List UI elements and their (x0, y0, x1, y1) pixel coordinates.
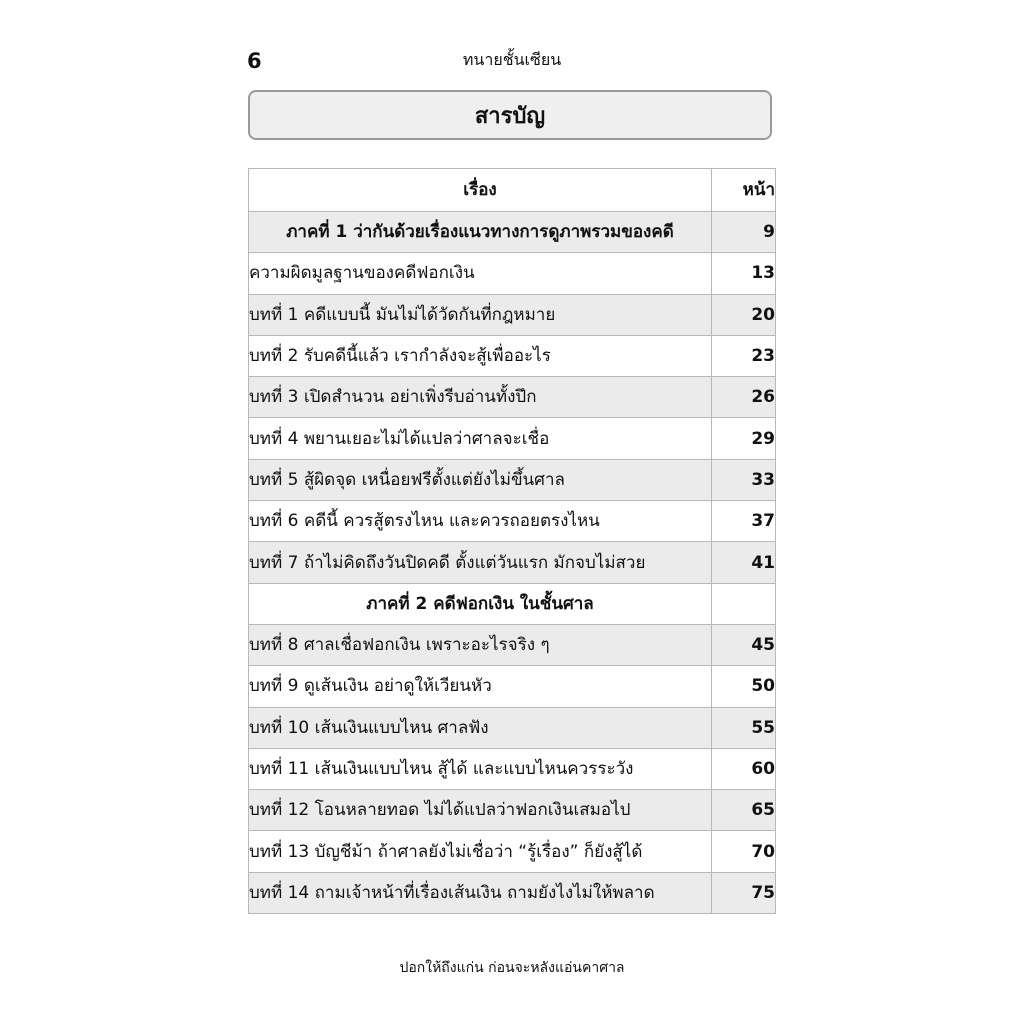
toc-row (249, 335, 776, 376)
toc-row (249, 624, 776, 665)
toc-part-title: ภาคที่ 2 คดีฟอกเงิน ในชั้นศาล (249, 583, 712, 624)
toc-page-number: 65 (712, 790, 776, 831)
toc-header-row (249, 169, 776, 212)
toc-row (249, 294, 776, 335)
toc-page-number: 55 (712, 707, 776, 748)
toc-entry-title: บทที่ 5 สู้ผิดจุด เหนื่อยฟรีตั้งแต่ยังไม่ขึ้นศาล (249, 459, 712, 500)
toc-page-number: 26 (712, 377, 776, 418)
toc-entry-title: บทที่ 9 ดูเส้นเงิน อย่าดูให้เวียนหัว (249, 666, 712, 707)
toc-page-number: 33 (712, 459, 776, 500)
toc-page-number: 60 (712, 748, 776, 789)
toc-row (249, 748, 776, 789)
toc-entry-title: บทที่ 10 เส้นเงินแบบไหน ศาลฟัง (249, 707, 712, 748)
toc-page-number: 50 (712, 666, 776, 707)
toc-row (249, 831, 776, 872)
toc-entry-title: บทที่ 11 เส้นเงินแบบไหน สู้ได้ และแบบไหนควรระวัง (249, 748, 712, 789)
toc-entry-title: บทที่ 2 รับคดีนี้แล้ว เรากำลังจะสู้เพื่ออะไร (249, 335, 712, 376)
col-page-header: หน้า (712, 169, 776, 212)
toc-row (249, 501, 776, 542)
toc-entry-title: บทที่ 12 โอนหลายทอด ไม่ได้แปลว่าฟอกเงินเสมอไป (249, 790, 712, 831)
toc-row (249, 872, 776, 913)
toc-page-number (712, 583, 776, 624)
toc-row (249, 542, 776, 583)
toc-entry-title: บทที่ 4 พยานเยอะไม่ได้แปลว่าศาลจะเชื่อ (249, 418, 712, 459)
toc-page-number: 75 (712, 872, 776, 913)
toc-row (249, 377, 776, 418)
toc-title-box (248, 90, 772, 140)
toc-entry-title: บทที่ 7 ถ้าไม่คิดถึงวันปิดคดี ตั้งแต่วันแรก มักจบไม่สวย (249, 542, 712, 583)
toc-entry-title: บทที่ 13 บัญชีม้า ถ้าศาลยังไม่เชื่อว่า “รู้เรื่อง” ก็ยังสู้ได้ (249, 831, 712, 872)
toc-page-number: 45 (712, 624, 776, 665)
running-header: ทนายชั้นเซียน (462, 50, 562, 69)
toc-page-number: 9 (712, 212, 776, 253)
toc-part-row (249, 583, 776, 624)
toc-entry-title: ความผิดมูลฐานของคดีฟอกเงิน (249, 253, 712, 294)
toc-page-number: 41 (712, 542, 776, 583)
toc-page-number: 20 (712, 294, 776, 335)
toc-row (249, 790, 776, 831)
toc-entry-title: บทที่ 1 คดีแบบนี้ มันไม่ได้วัดกันที่กฎหมาย (249, 294, 712, 335)
toc-page-number: 37 (712, 501, 776, 542)
toc-part-row (249, 212, 776, 253)
toc-part-title: ภาคที่ 1 ว่ากันด้วยเรื่องแนวทางการดูภาพรวมของคดี (249, 212, 712, 253)
toc-table (248, 168, 776, 914)
toc-entry-title: บทที่ 8 ศาลเชื่อฟอกเงิน เพราะอะไรจริง ๆ (249, 624, 712, 665)
toc-title: สารบัญ (474, 103, 546, 129)
col-topic-header: เรื่อง (249, 169, 712, 212)
toc-entry-title: บทที่ 6 คดีนี้ ควรสู้ตรงไหน และควรถอยตรงไหน (249, 501, 712, 542)
toc-page-number: 13 (712, 253, 776, 294)
toc-page-number: 70 (712, 831, 776, 872)
toc-row (249, 459, 776, 500)
toc-entry-title: บทที่ 3 เปิดสำนวน อย่าเพิ่งรีบอ่านทั้งปึก (249, 377, 712, 418)
toc-page-number: 29 (712, 418, 776, 459)
page-number: 6 (247, 49, 262, 73)
toc-row (249, 666, 776, 707)
toc-row (249, 707, 776, 748)
page-footer: ปอกให้ถึงแก่น ก่อนจะหลังแอ่นคาศาล (399, 960, 625, 976)
toc-row (249, 418, 776, 459)
toc-row (249, 253, 776, 294)
toc-entry-title: บทที่ 14 ถามเจ้าหน้าที่เรื่องเส้นเงิน ถามยังไงไม่ให้พลาด (249, 872, 712, 913)
toc-page-number: 23 (712, 335, 776, 376)
